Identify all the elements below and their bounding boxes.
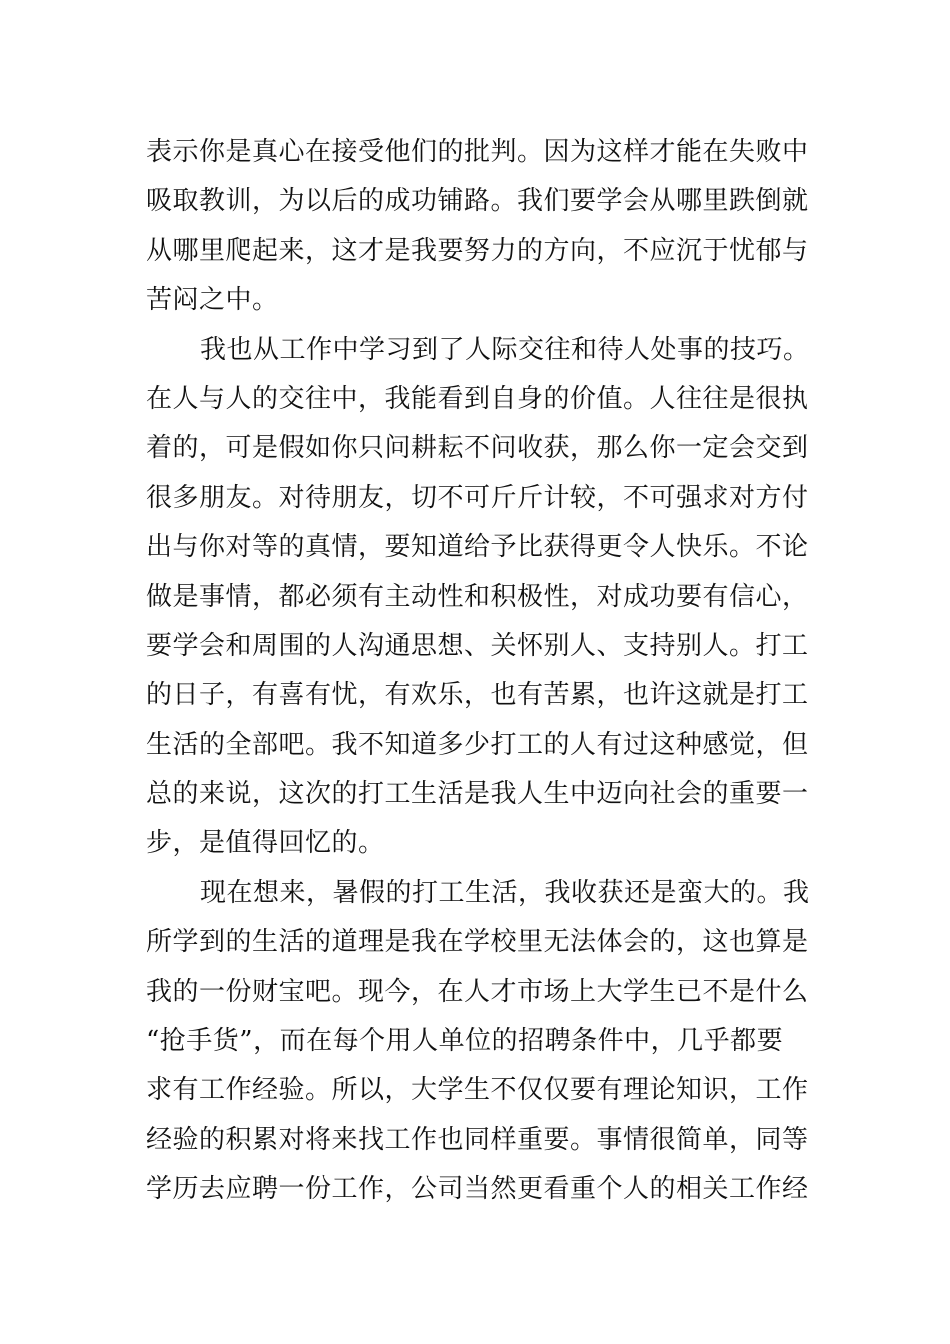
paragraph-3 <box>146 869 818 1215</box>
text-line: 表示你是真心在接受他们的批判。因为这样才能在失败中 <box>146 137 809 167</box>
text-line: 要学会和周围的人沟通思想、关怀别人、支持别人。打工 <box>146 630 809 661</box>
text-line: 苦闷之中。 <box>146 285 279 316</box>
text-line: 着的，可是假如你只问耕耘不问收获，那么你一定会交到 <box>146 433 809 464</box>
text-line: 出与你对等的真情，要知道给予比获得更令人快乐。不论 <box>146 532 809 563</box>
text-line: 经验的积累对将来找工作也同样重要。事情很简单，同等 <box>146 1124 809 1155</box>
text-line: 在人与人的交往中，我能看到自身的价值。人往往是很执 <box>146 383 809 414</box>
text-line: 学历去应聘一份工作，公司当然更看重个人的相关工作经 <box>146 1174 809 1205</box>
text-line: 我也从工作中学习到了人际交往和待人处事的技巧。 <box>200 334 810 365</box>
paragraph-2 <box>146 326 818 869</box>
text-line: “抢手货”，而在每个用人单位的招聘条件中，几乎都要 <box>146 1026 784 1057</box>
text-line: 很多朋友。对待朋友，切不可斤斤计较，不可强求对方付 <box>146 482 809 513</box>
text-line: 现在想来，暑假的打工生活，我收获还是蛮大的。我 <box>200 877 810 908</box>
text-line: 生活的全部吧。我不知道多少打工的人有过这种感觉，但 <box>146 729 809 760</box>
text-line: 的日子，有喜有忧，有欢乐，也有苦累，也许这就是打工 <box>146 680 809 711</box>
text-line: 所学到的生活的道理是我在学校里无法体会的，这也算是 <box>146 927 809 958</box>
text-line: 总的来说，这次的打工生活是我人生中迈向社会的重要一 <box>146 779 809 810</box>
text-line: 求有工作经验。所以，大学生不仅仅要有理论知识，工作 <box>146 1075 809 1106</box>
text-line: 步，是值得回忆的。 <box>146 828 385 859</box>
paragraph-1 <box>146 128 818 326</box>
body-text <box>146 128 818 1215</box>
text-line: 做是事情，都必须有主动性和积极性，对成功要有信心， <box>146 581 809 612</box>
text-line: 我的一份财宝吧。现今，在人才市场上大学生已不是什么 <box>146 976 809 1007</box>
text-line: 从哪里爬起来，这才是我要努力的方向，不应沉于忧郁与 <box>146 235 809 266</box>
text-line: 吸取教训，为以后的成功铺路。我们要学会从哪里跌倒就 <box>146 186 809 217</box>
